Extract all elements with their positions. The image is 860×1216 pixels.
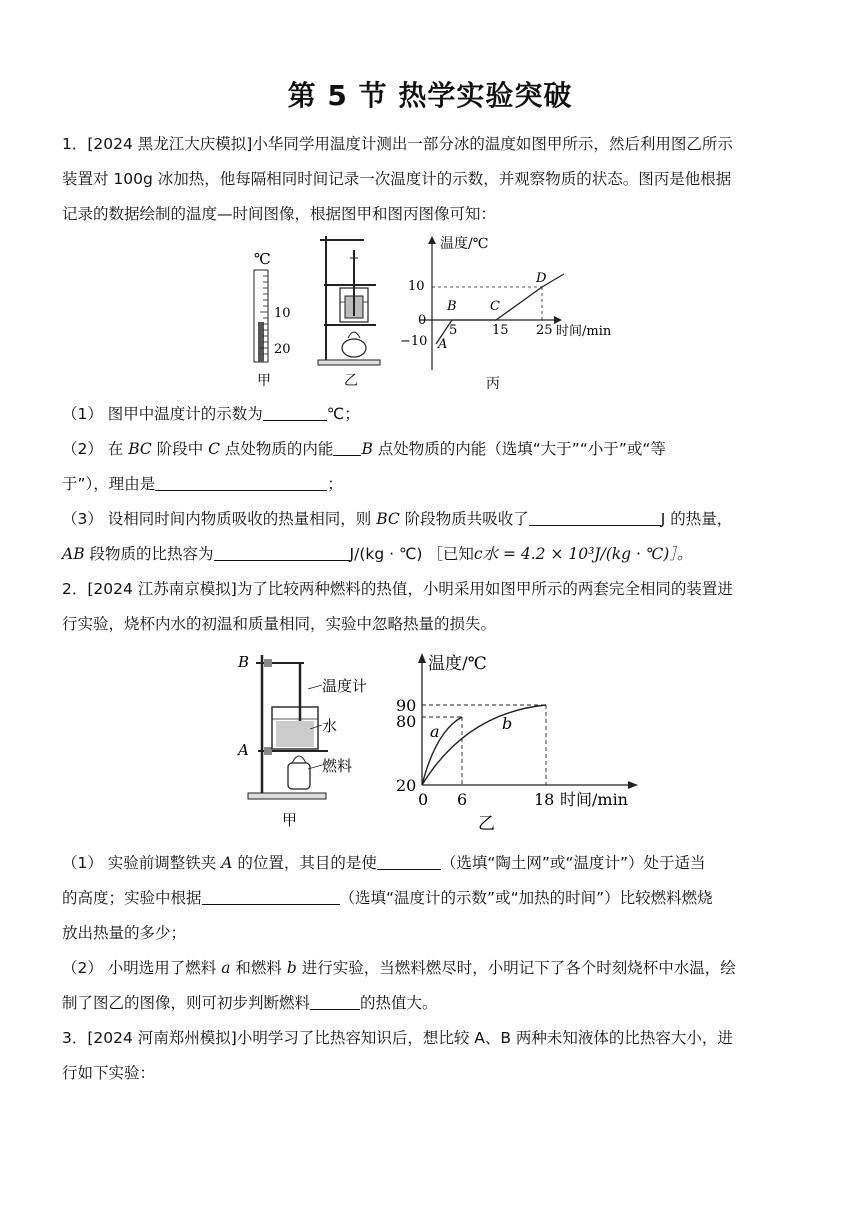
q2-stem-text1: 为了比较两种燃料的热值，小明采用如图甲所示的两套完全相同的装置进 bbox=[236, 580, 733, 598]
q1-stem-line2: 装置对 100g 冰加热，他每隔相同时间记录一次温度计的示数，并观察物质的状态。图丙是他根据 bbox=[62, 170, 732, 188]
graph-y10: 10 bbox=[408, 279, 425, 294]
q2-figure bbox=[230, 645, 650, 835]
q1-sub2-text-f: ； bbox=[327, 475, 343, 493]
point-B: B bbox=[447, 299, 457, 314]
graph-ylabel: 温度/℃ bbox=[440, 236, 489, 252]
q3-stem-text1: 小明学习了比热容知识后，想比较 A、B 两种未知液体的比热容大小，进 bbox=[236, 1029, 733, 1047]
q1-sub2-c-point: C bbox=[208, 440, 220, 458]
fig-label-yi: 乙 bbox=[344, 373, 358, 389]
q1-sub3-blank2[interactable] bbox=[214, 542, 350, 561]
fuel-temperature-graph bbox=[396, 653, 638, 834]
fig2-label-yi: 乙 bbox=[478, 814, 495, 834]
graph2-x6: 6 bbox=[457, 790, 468, 809]
fig2-label-jia: 甲 bbox=[282, 811, 298, 829]
label-thermometer: 温度计 bbox=[322, 677, 368, 695]
temperature-time-graph bbox=[400, 235, 612, 392]
q2-sub1-line2 bbox=[62, 881, 802, 916]
label-water: 水 bbox=[322, 717, 338, 735]
q3-number: 3． bbox=[62, 1029, 88, 1047]
q2-sub1-line1 bbox=[62, 846, 802, 881]
q1-sub3-line1 bbox=[62, 502, 802, 537]
q2-sub2-blank[interactable] bbox=[310, 991, 360, 1010]
graph2-x0: 0 bbox=[418, 790, 429, 809]
q1-sub3-text-b: 阶段物质共吸收了 bbox=[399, 510, 529, 528]
graph2-y80: 80 bbox=[396, 712, 417, 731]
q2-sub2-line2 bbox=[62, 986, 802, 1021]
graph-x25: 25 bbox=[536, 323, 553, 338]
q2-sub1-blank2[interactable] bbox=[202, 886, 340, 905]
thermo-unit: ℃ bbox=[254, 250, 271, 268]
q1-sub3-text-c: J 的热量， bbox=[660, 510, 733, 528]
q2-sub1-text-c: （选填“陶土网”或“温度计”）处于适当 bbox=[440, 854, 706, 872]
fig-label-bing: 丙 bbox=[486, 376, 500, 392]
q1-sub2-blank1[interactable] bbox=[333, 437, 361, 456]
q3-source: [2024 河南郑州模拟] bbox=[87, 1029, 237, 1047]
q1-sub3-blank1[interactable] bbox=[529, 507, 661, 526]
graph2-y90: 90 bbox=[396, 696, 417, 715]
graph2-ylabel: 温度/℃ bbox=[428, 654, 487, 674]
point-C: C bbox=[490, 299, 500, 314]
q1-sub2-text-a: （2） 在 bbox=[62, 440, 129, 458]
q2-sub2-text-a: （2） 小明选用了燃料 bbox=[62, 959, 222, 977]
q2-sub1-text-a: （1） 实验前调整铁夹 bbox=[62, 854, 222, 872]
graph2-xlabel: 时间/min bbox=[560, 790, 628, 809]
fig-label-jia: 甲 bbox=[257, 373, 271, 389]
fuel-apparatus-figure bbox=[236, 653, 367, 829]
q1-number: 1． bbox=[62, 135, 88, 153]
thermo-tick-10: 10 bbox=[274, 306, 291, 321]
q1-figure bbox=[240, 230, 640, 400]
curve-a-label: a bbox=[430, 722, 440, 741]
graph-x15: 15 bbox=[492, 323, 509, 338]
q1-stem-text1: 小华同学用温度计测出一部分冰的温度如图甲所示，然后利用图乙所示 bbox=[252, 135, 733, 153]
graph-x5: 5 bbox=[449, 323, 458, 338]
q2-sub1-text-b: 的位置，其目的是使 bbox=[232, 854, 377, 872]
q2-sub1-blank1[interactable] bbox=[377, 851, 441, 870]
q3-stem-line2: 行如下实验： bbox=[62, 1064, 156, 1082]
heating-apparatus-figure bbox=[318, 236, 380, 389]
thermo-tick-20: 20 bbox=[274, 342, 291, 357]
q2-sub2-text-d: 制了图乙的图像，则可初步判断燃料 bbox=[62, 994, 311, 1012]
q2-sub2-text-b: 和燃料 bbox=[230, 959, 287, 977]
q2-sub2-line1 bbox=[62, 951, 802, 986]
point-A: A bbox=[438, 337, 448, 352]
q1-sub2-bc: BC bbox=[128, 440, 152, 458]
q2-sub2-text-c: 进行实验，当燃料燃尽时，小明记下了各个时刻烧杯中水温，绘 bbox=[296, 959, 736, 977]
q1-sub2-line2 bbox=[62, 467, 802, 502]
q1-sub2-b-point: B bbox=[361, 440, 373, 458]
q1-sub2-text-b: 阶段中 bbox=[151, 440, 209, 458]
q3-stem-line1 bbox=[62, 1021, 802, 1056]
q1-sub2-text-e: 于”），理由是 bbox=[62, 475, 156, 493]
q2-number: 2． bbox=[62, 580, 88, 598]
q1-sub2-line1 bbox=[62, 432, 802, 467]
q1-sub2-blank2[interactable] bbox=[155, 472, 327, 491]
q1-sub1 bbox=[62, 397, 802, 432]
graph-yneg10: −10 bbox=[400, 334, 428, 349]
thermometer-figure bbox=[254, 250, 291, 389]
q1-stem-line3: 记录的数据绘制的温度—时间图像，根据图甲和图丙图像可知： bbox=[62, 205, 497, 223]
q2-sub1-point: A bbox=[221, 854, 233, 872]
q1-sub1-text: （1） 图甲中温度计的示数为 bbox=[62, 405, 263, 423]
point-D: D bbox=[536, 271, 547, 286]
label-A: A bbox=[238, 741, 249, 759]
q1-sub3-ab: AB bbox=[62, 545, 85, 563]
q2-sub2-text-e: 的热值大。 bbox=[360, 994, 438, 1012]
q2-stem-line1 bbox=[62, 572, 802, 607]
curve-b-label: b bbox=[502, 714, 513, 733]
graph2-y20: 20 bbox=[396, 776, 417, 795]
label-B: B bbox=[238, 653, 250, 671]
q1-sub3-bc: BC bbox=[376, 510, 400, 528]
q2-sub1-text-d: 的高度；实验中根据 bbox=[62, 889, 202, 907]
q1-sub3-text-e: J/(kg · ℃) ［已知 bbox=[349, 545, 474, 563]
q2-source: [2024 江苏南京模拟] bbox=[87, 580, 237, 598]
q2-sub2-fuel-b: b bbox=[286, 959, 297, 977]
q2-stem-line2: 行实验，烧杯内水的初温和质量相同，实验中忽略热量的损失。 bbox=[62, 615, 497, 633]
graph-y0: 0 bbox=[418, 313, 427, 328]
label-fuel: 燃料 bbox=[322, 757, 353, 775]
q1-sub3-formula: c水 = 4.2 × 10³J/(kg · ℃)］。 bbox=[473, 545, 693, 563]
q2-sub1-text-e: （选填“温度计的示数”或“加热的时间”）比较燃料燃烧 bbox=[339, 889, 713, 907]
q1-sub1-unit: ℃； bbox=[326, 405, 360, 423]
q1-sub1-blank[interactable] bbox=[263, 402, 327, 421]
q1-sub3-text-a: （3） 设相同时间内物质吸收的热量相同，则 bbox=[62, 510, 377, 528]
q2-sub2-fuel-a: a bbox=[221, 959, 231, 977]
q1-sub2-text-d: 点处物质的内能（选填“大于”“小于”或“等 bbox=[372, 440, 666, 458]
q1-sub3-text-d: 段物质的比热容为 bbox=[84, 545, 214, 563]
graph2-x18: 18 bbox=[534, 790, 555, 809]
page-title: 第 5 节 热学实验突破 bbox=[287, 79, 573, 112]
q1-source: [2024 黑龙江大庆模拟] bbox=[87, 135, 253, 153]
graph-xlabel: 时间/min bbox=[556, 324, 612, 339]
q1-sub3-line2 bbox=[62, 537, 802, 572]
q2-sub1-line3: 放出热量的多少； bbox=[62, 924, 187, 942]
q1-stem-line1 bbox=[62, 127, 802, 162]
q1-sub2-text-c: 点处物质的内能 bbox=[220, 440, 334, 458]
